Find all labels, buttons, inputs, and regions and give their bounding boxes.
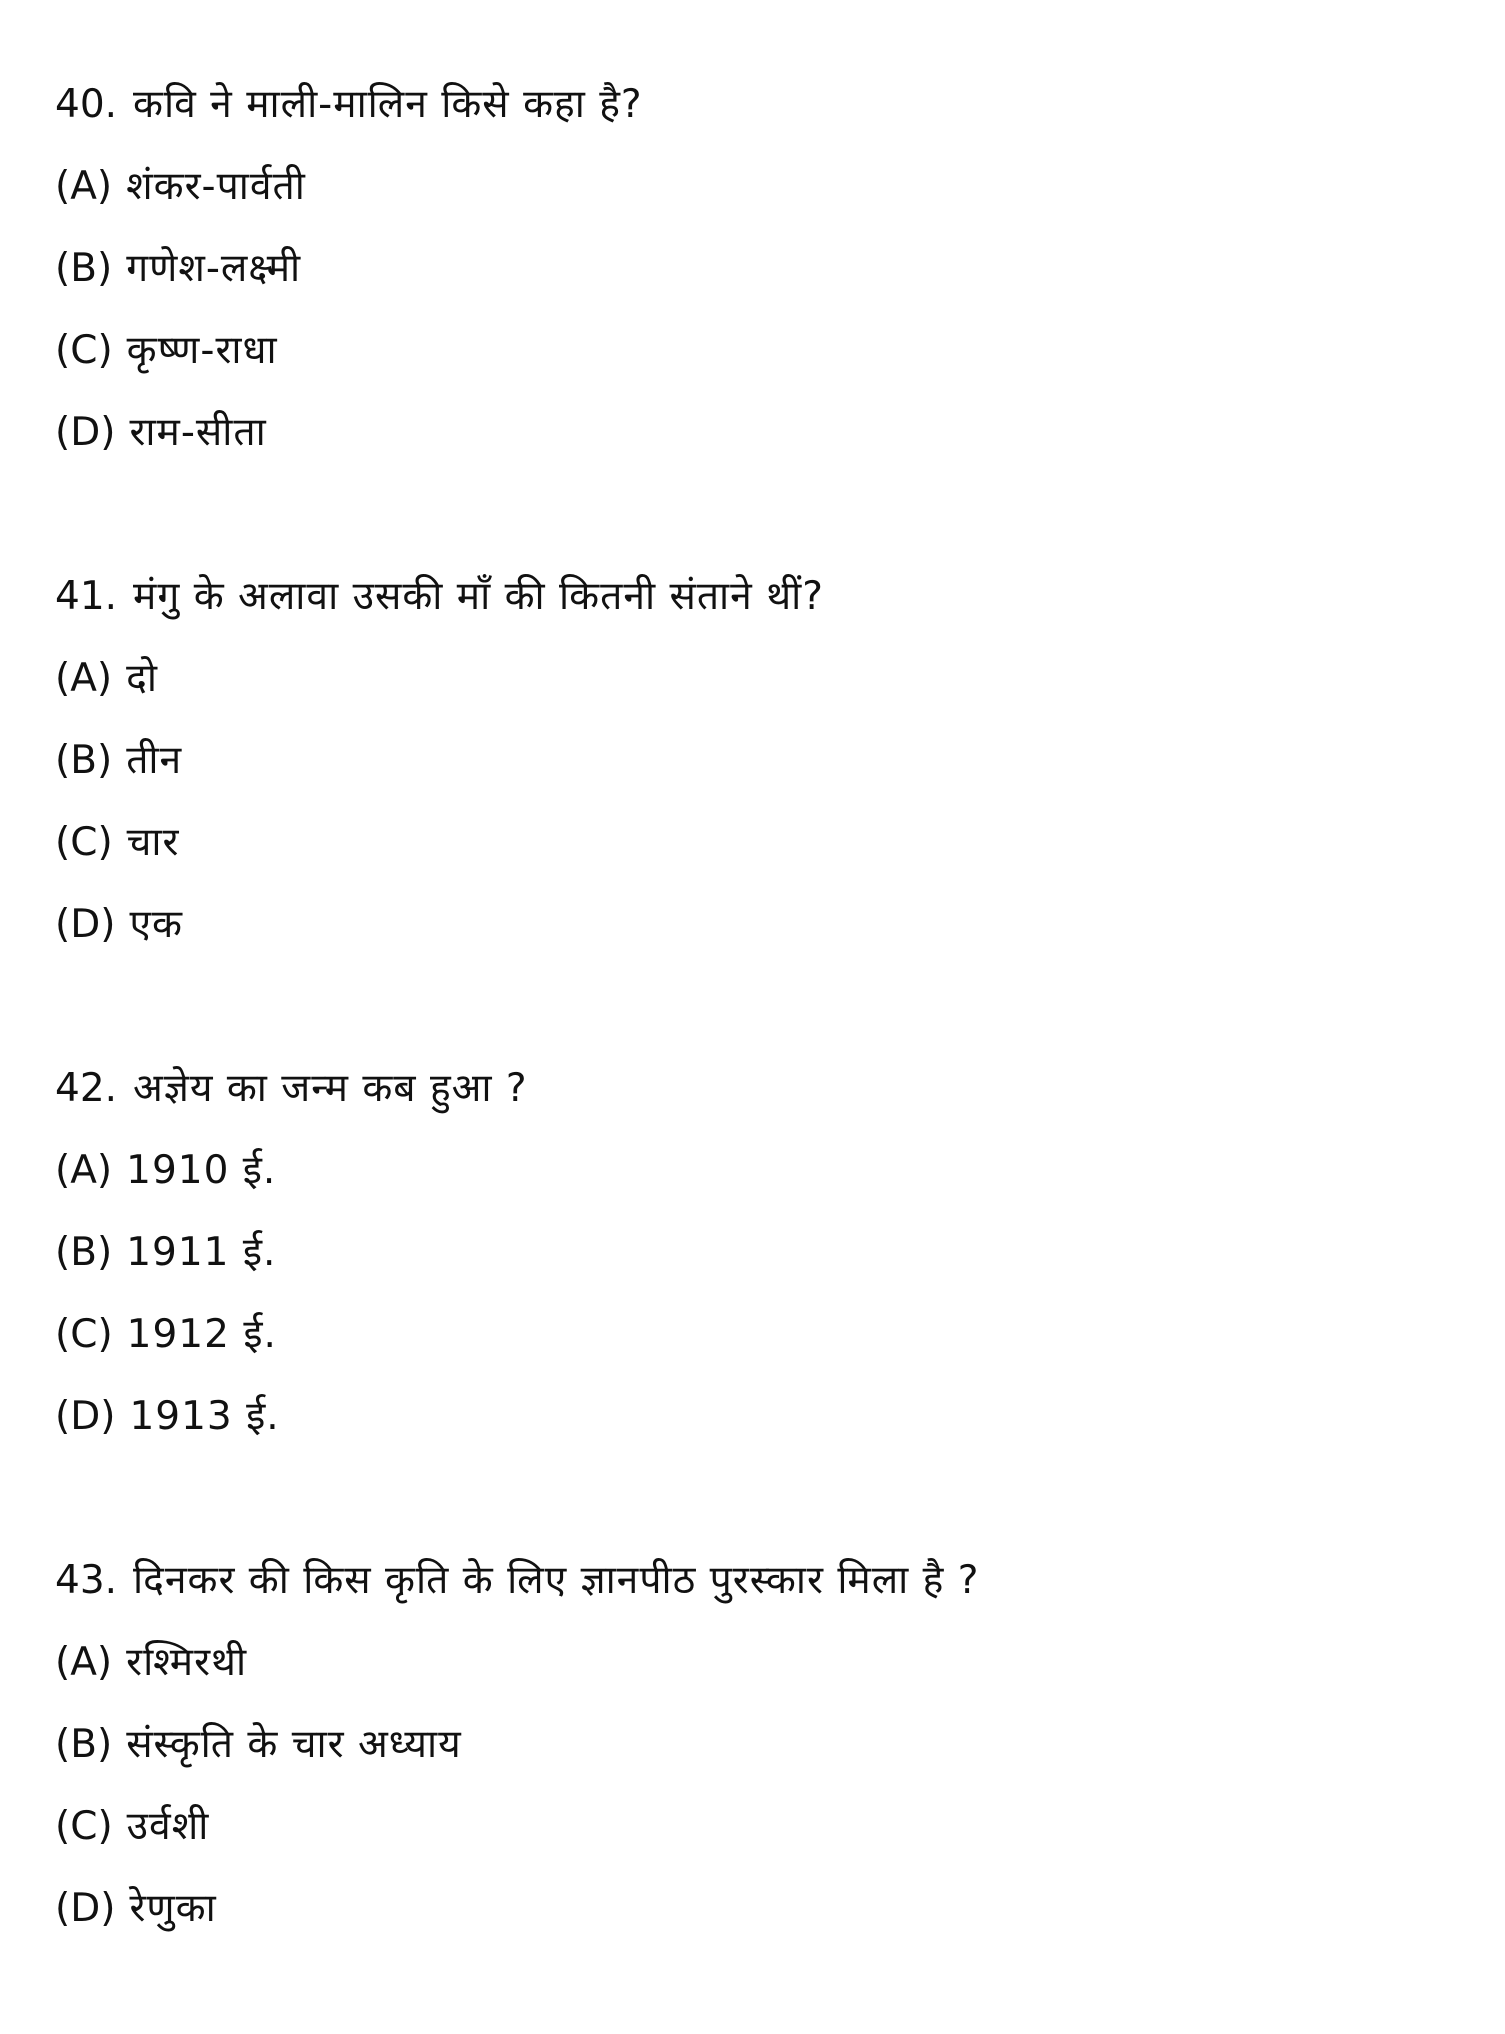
option-c — [55, 1300, 1455, 1382]
option-text: 1912 ई. — [126, 1312, 277, 1357]
question-stem — [55, 562, 1455, 644]
option-label: (B) — [55, 1722, 113, 1767]
option-label: (D) — [55, 1886, 116, 1931]
question-41 — [55, 562, 1455, 972]
option-a — [55, 152, 1455, 234]
option-label: (B) — [55, 1230, 113, 1275]
option-label: (C) — [55, 1312, 113, 1357]
option-a — [55, 1628, 1455, 1710]
option-b — [55, 726, 1455, 808]
option-label: (A) — [55, 1148, 113, 1193]
option-text: राम-सीता — [129, 410, 267, 455]
option-text: कृष्ण-राधा — [126, 328, 278, 373]
question-stem — [55, 1054, 1455, 1136]
option-label: (D) — [55, 1394, 116, 1439]
option-c — [55, 316, 1455, 398]
option-d — [55, 398, 1455, 480]
question-number: 43. — [55, 1558, 118, 1603]
option-d — [55, 890, 1455, 972]
option-text: एक — [129, 902, 183, 947]
option-label: (A) — [55, 164, 113, 209]
question-number: 41. — [55, 574, 118, 619]
option-text: 1911 ई. — [126, 1230, 277, 1275]
option-a — [55, 644, 1455, 726]
option-d — [55, 1874, 1455, 1956]
question-43 — [55, 1546, 1455, 1956]
option-text: तीन — [126, 738, 183, 783]
option-text: चार — [126, 820, 180, 865]
option-label: (C) — [55, 1804, 113, 1849]
option-label: (B) — [55, 738, 113, 783]
option-a — [55, 1136, 1455, 1218]
option-label: (D) — [55, 902, 116, 947]
question-text: अज्ञेय का जन्म कब हुआ ? — [133, 1066, 528, 1111]
option-label: (A) — [55, 1640, 113, 1685]
option-text: रेणुका — [129, 1886, 217, 1931]
option-b — [55, 234, 1455, 316]
option-label: (B) — [55, 246, 113, 291]
option-d — [55, 1382, 1455, 1464]
option-label: (A) — [55, 656, 113, 701]
option-text: 1910 ई. — [126, 1148, 277, 1193]
option-label: (C) — [55, 820, 113, 865]
question-text: दिनकर की किस कृति के लिए ज्ञानपीठ पुरस्कार मिला है ? — [133, 1558, 980, 1603]
option-b — [55, 1218, 1455, 1300]
option-text: दो — [126, 656, 158, 701]
option-text: 1913 ई. — [129, 1394, 280, 1439]
option-b — [55, 1710, 1455, 1792]
question-stem — [55, 1546, 1455, 1628]
option-label: (C) — [55, 328, 113, 373]
option-text: शंकर-पार्वती — [126, 164, 306, 209]
option-c — [55, 808, 1455, 890]
option-text: रश्मिरथी — [126, 1640, 248, 1685]
question-number: 40. — [55, 82, 118, 127]
question-text: कवि ने माली-मालिन किसे कहा है? — [133, 82, 643, 127]
question-number: 42. — [55, 1066, 118, 1111]
question-stem — [55, 70, 1455, 152]
question-text: मंगु के अलावा उसकी माँ की कितनी संताने थीं? — [133, 574, 824, 619]
option-text: गणेश-लक्ष्मी — [126, 246, 302, 291]
option-text: संस्कृति के चार अध्याय — [126, 1722, 462, 1767]
option-c — [55, 1792, 1455, 1874]
question-40 — [55, 70, 1455, 480]
option-label: (D) — [55, 410, 116, 455]
option-text: उर्वशी — [126, 1804, 210, 1849]
question-42 — [55, 1054, 1455, 1464]
